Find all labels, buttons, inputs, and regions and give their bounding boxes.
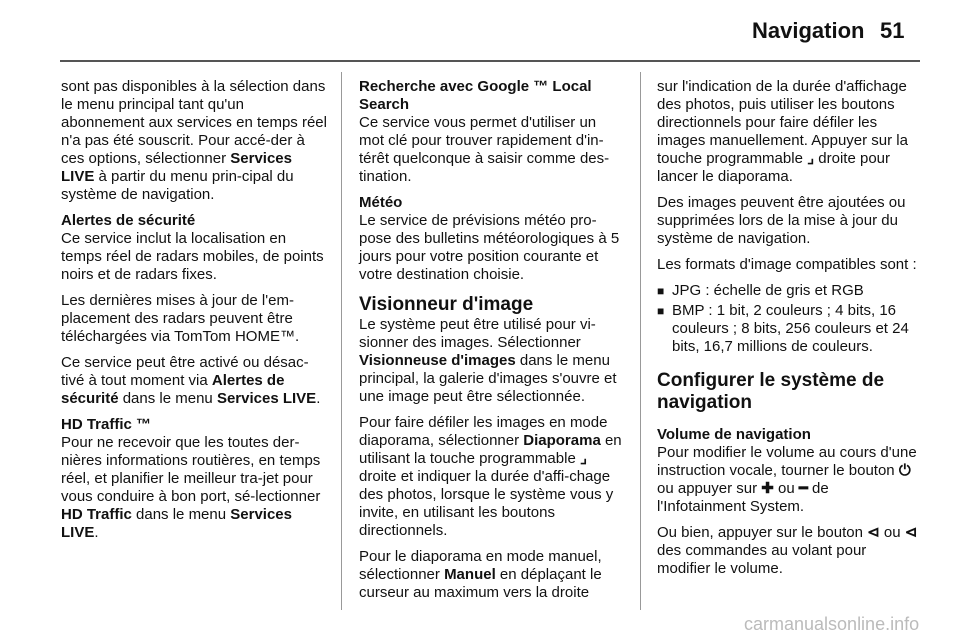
menu-term: Alertes de sécurité <box>61 372 285 407</box>
volume-icon: ⊲ <box>904 524 918 541</box>
paragraph: sont pas disponibles à la sélection dans le menu principal tant qu'un abonnement aux services en temps réel n'a pas été souscrit. Pour accé-der à ces options, sélectionner Services LIVE à partir du menu prin-cipal du système de navigation. <box>61 78 327 203</box>
paragraph: Pour faire défiler les images en mode diaporama, sélectionner Diaporama en utilisant la touche programmable ⌟ droite et indiquer la durée d'affi-chage des photos, lorsque le système vous y invite, en utilisant les boutons directionnels. <box>359 414 622 539</box>
bullet-icon: ■ <box>657 284 665 298</box>
header-rule <box>60 60 920 62</box>
list-item: ■ JPG : échelle de gris et RGB <box>657 282 864 299</box>
page-number: 51 <box>880 18 905 43</box>
menu-term: Diaporama <box>523 432 601 449</box>
menu-term: Visionneuse d'images <box>359 352 516 369</box>
menu-term: Services LIVE <box>216 390 317 407</box>
paragraph: Ce service peut être activé ou désac-tivé à tout moment via Alertes de sécurité dans le menu Services LIVE. <box>61 354 321 407</box>
subheading-volume: Volume de navigation <box>657 426 811 443</box>
section-heading-visionneur: Visionneur d'image <box>359 294 534 315</box>
menu-term: Services LIVE <box>61 506 292 541</box>
column-left <box>61 78 327 550</box>
column-middle <box>359 78 625 610</box>
subheading-meteo: Météo <box>359 194 403 211</box>
subheading-alertes: Alertes de sécurité <box>61 212 196 229</box>
paragraph: Le système peut être utilisé pour vi-sionner des images. Sélectionner Visionneuse d'images dans le menu principal, la galerie d'images s'ouvre et une image peut être sélectionnée. <box>359 316 617 405</box>
menu-term: HD Traffic <box>61 506 132 523</box>
paragraph: Ou bien, appuyer sur le bouton ⊲ ou ⊲ des commandes au volant pour modifier le volume. <box>657 524 918 577</box>
list-item: ■ BMP : 1 bit, 2 couleurs ; 4 bits, 16 couleurs ; 8 bits, 256 couleurs et 24 bits, 16,7 millions de couleurs. <box>657 302 909 355</box>
softkey-right-icon: ⌟ <box>807 150 815 167</box>
power-knob-icon: ⏻ <box>898 462 911 479</box>
paragraph: Ce service inclut la localisation en temps réel de radars mobiles, de points noirs et de radars fixes. <box>61 230 324 283</box>
paragraph: Pour le diaporama en mode manuel, sélectionner Manuel en déplaçant le curseur au maximum vers la droite <box>359 548 602 601</box>
page-header-title: Navigation <box>752 18 865 43</box>
plus-icon: ✚ <box>761 480 774 497</box>
paragraph: Les formats d'image compatibles sont : <box>657 256 917 273</box>
column-divider <box>341 72 342 610</box>
section-heading-config: Configurer le système de navigation <box>657 370 885 413</box>
watermark: carmanualsonline.info <box>744 614 920 634</box>
column-divider <box>640 72 641 610</box>
subheading-google: Recherche avec Google ™ Local Search <box>359 78 592 113</box>
softkey-right-icon: ⌟ <box>579 450 587 467</box>
paragraph: Ce service vous permet d'utiliser un mot clé pour trouver rapidement d'in-térêt quelconque à saisir comme des-tination. <box>359 114 610 185</box>
paragraph: Les dernières mises à jour de l'em-placement des radars peuvent être téléchargées via TomTom HOME™. <box>61 292 300 345</box>
menu-term: Manuel <box>444 566 496 583</box>
volume-icon: ⊲ <box>867 524 880 541</box>
subheading-hd-traffic: HD Traffic ™ <box>61 416 152 433</box>
minus-icon: ━ <box>798 480 808 497</box>
paragraph: Des images peuvent être ajoutées ou supprimées lors de la mise à jour du système de navigation. <box>657 194 906 247</box>
bullet-icon: ■ <box>657 304 665 318</box>
format-list <box>657 282 921 356</box>
paragraph: sur l'indication de la durée d'affichage des photos, puis utiliser les boutons directionnels pour faire défiler les images manuellement. Appuyer sur la touche programmable ⌟ droite pour lancer le diaporama. <box>657 78 908 185</box>
menu-term: Services LIVE <box>61 150 292 185</box>
paragraph: Pour ne recevoir que les toutes der-nières informations routières, en temps réel, et planifier le meilleur tra-jet pour vous conduire à bon port, sé-lectionner HD Traffic dans le menu Services LIVE. <box>61 434 321 541</box>
column-right <box>657 78 921 586</box>
paragraph: Le service de prévisions météo pro-pose des bulletins météorologiques à 5 jours pour votre position courante et votre destination choisie. <box>359 212 620 283</box>
paragraph: Pour modifier le volume au cours d'une instruction vocale, tourner le bouton ⏻ ou appuyer sur ✚ ou ━ de l'Infotainment System. <box>657 444 917 515</box>
